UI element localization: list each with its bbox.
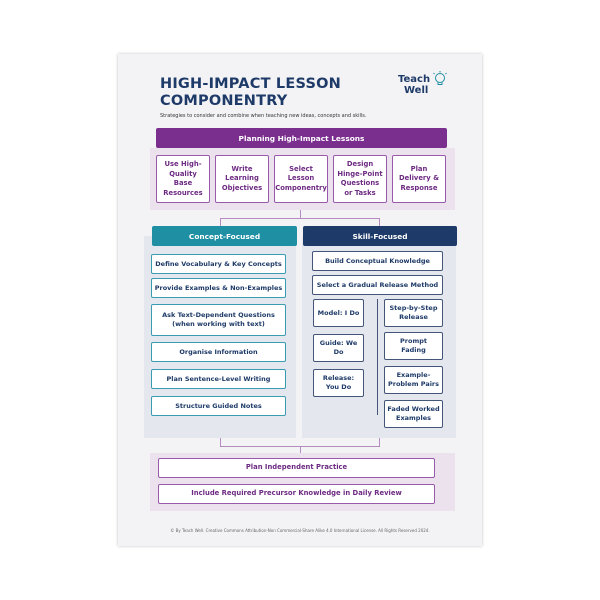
page-title	[160, 76, 380, 110]
connector-line	[377, 299, 378, 415]
concept-item: Ask Text-Dependent Questions (when working with text)	[151, 304, 286, 336]
skill-heading: Skill-Focused	[303, 226, 457, 246]
connector-line	[300, 210, 301, 218]
logo-line-1: Teach	[398, 74, 431, 85]
release-stage: Model: I Do	[313, 299, 364, 327]
skill-select: Select a Gradual Release Method	[312, 275, 443, 295]
release-method: Prompt Fading	[384, 332, 443, 360]
bottom-item: Plan Independent Practice	[158, 458, 435, 478]
concept-item: Plan Sentence-Level Writing	[151, 369, 286, 389]
title-line-2: COMPONENTRY	[160, 93, 288, 109]
footer-copyright: © By Teach Well. Creative Commons Attribution-Non Commercial-Share Alike 4.0 International License. All Rights Reserved 2024.	[170, 528, 430, 533]
bottom-item: Include Required Precursor Knowledge in Daily Review	[158, 484, 435, 504]
planning-item: Select Lesson Componentry	[274, 155, 328, 203]
connector-line	[379, 438, 380, 446]
concept-item: Provide Examples & Non-Examples	[151, 278, 286, 298]
connector-line	[379, 218, 380, 226]
concept-heading: Concept-Focused	[152, 226, 297, 246]
concept-item: Structure Guided Notes	[151, 396, 286, 416]
lightbulb-icon	[430, 70, 448, 88]
logo-line-2: Well	[404, 85, 429, 96]
planning-item: Design Hinge-Point Questions or Tasks	[333, 155, 387, 203]
connector-line	[300, 446, 301, 453]
concept-item: Organise Information	[151, 342, 286, 362]
planning-heading: Planning High-Impact Lessons	[156, 128, 447, 148]
subtitle: Strategies to consider and combine when teaching new ideas, concepts and skills.	[160, 113, 367, 119]
planning-item: Plan Delivery & Response	[392, 155, 446, 203]
skill-build: Build Conceptual Knowledge	[312, 251, 443, 271]
release-method: Faded Worked Examples	[384, 400, 443, 428]
connector-line	[220, 438, 221, 446]
connector-line	[220, 218, 380, 219]
planning-item: Write Learning Objectives	[215, 155, 269, 203]
title-line-1: HIGH-IMPACT LESSON	[160, 76, 341, 92]
connector-line	[220, 218, 221, 226]
release-method: Step-by-Step Release	[384, 299, 443, 327]
concept-item: Define Vocabulary & Key Concepts	[151, 254, 286, 274]
release-method: Example-Problem Pairs	[384, 366, 443, 394]
release-stage: Release: You Do	[313, 369, 364, 397]
planning-item: Use High-Quality Base Resources	[156, 155, 210, 203]
release-stage: Guide: We Do	[313, 334, 364, 362]
